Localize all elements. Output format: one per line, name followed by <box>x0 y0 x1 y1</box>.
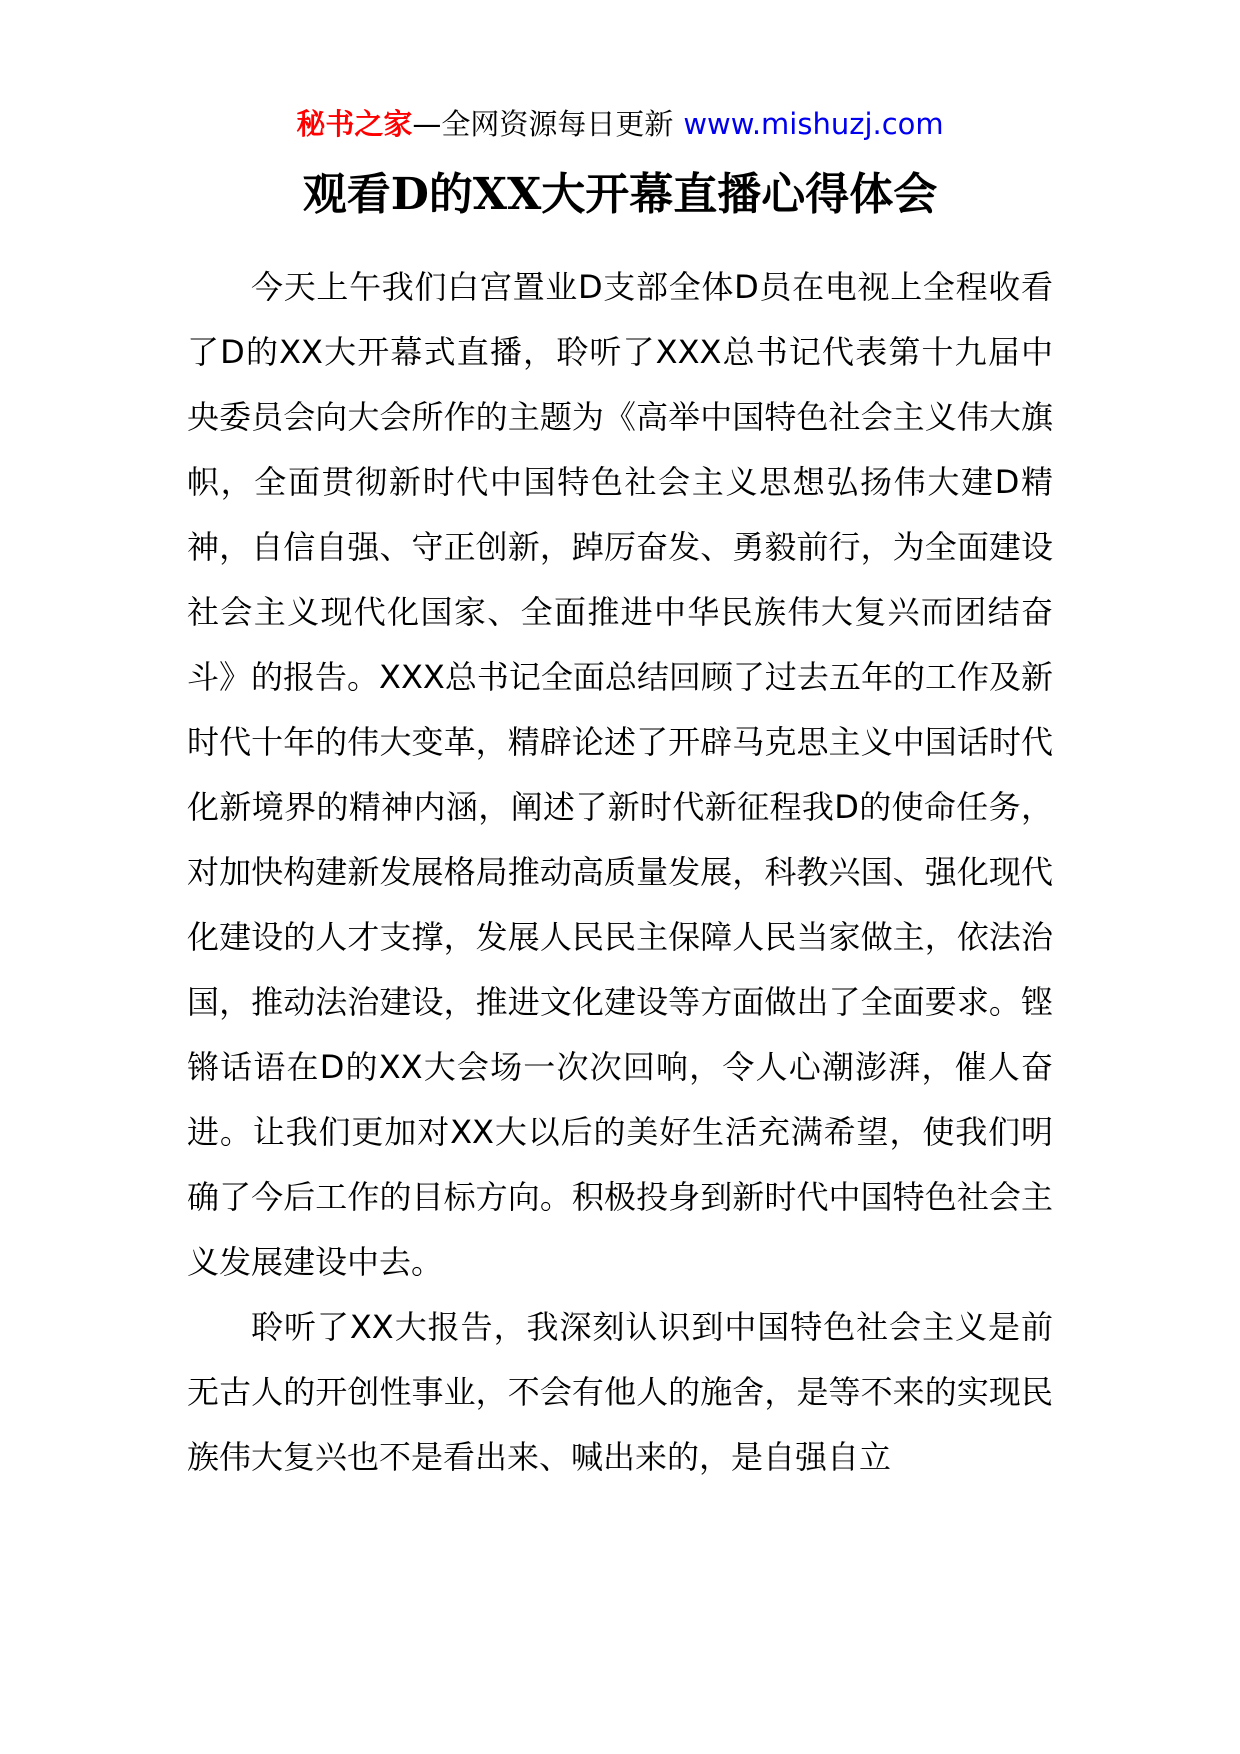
site-tagline: —全网资源每日更新 <box>412 107 674 141</box>
document-title: 观看D的XX大开幕直播心得体会 <box>302 169 938 220</box>
document-body <box>187 255 1053 1490</box>
body-paragraph-1: 今天上午我们白宫置业D支部全体D员在电视上全程收看了D的XX大开幕式直播，聆听了XXX总书记代表第十九届中央委员会向大会所作的主题为《高举中国特色社会主义伟大旗帜，全面贯彻新时代中国特色社会主义思想弘扬伟大建D精神，自信自强、守正创新，踔厉奋发、勇毅前行，为全面建设社会主义现代化国家、全面推进中华民族伟大复兴而团结奋斗》的报告。XXX总书记全面总结回顾了过去五年的工作及新时代十年的伟大变革，精辟论述了开辟马克思主义中国话时代化新境界的精神内涵，阐述了新时代新征程我D的使命任务，对加快构建新发展格局推动高质量发展，科教兴国、强化现代化建设的人才支撑，发展人民民主保障人民当家做主，依法治国，推动法治建设，推进文化建设等方面做出了全面要求。铿锵话语在D的XX大会场一次次回响，令人心潮澎湃，催人奋进。让我们更加对XX大以后的美好生活充满希望，使我们明确了今后工作的目标方向。积极投身到新时代中国特色社会主义发展建设中去。 <box>187 268 1053 1281</box>
site-brand: 秘书之家 <box>296 107 413 141</box>
site-header <box>0 102 1240 146</box>
site-url-link[interactable]: www.mishuzj.com <box>683 107 944 141</box>
body-paragraph-2: 聆听了XX大报告，我深刻认识到中国特色社会主义是前无古人的开创性事业，不会有他人的施舍，是等不来的实现民族伟大复兴也不是看出来、喊出来的，是自强自立 <box>187 1308 1053 1476</box>
